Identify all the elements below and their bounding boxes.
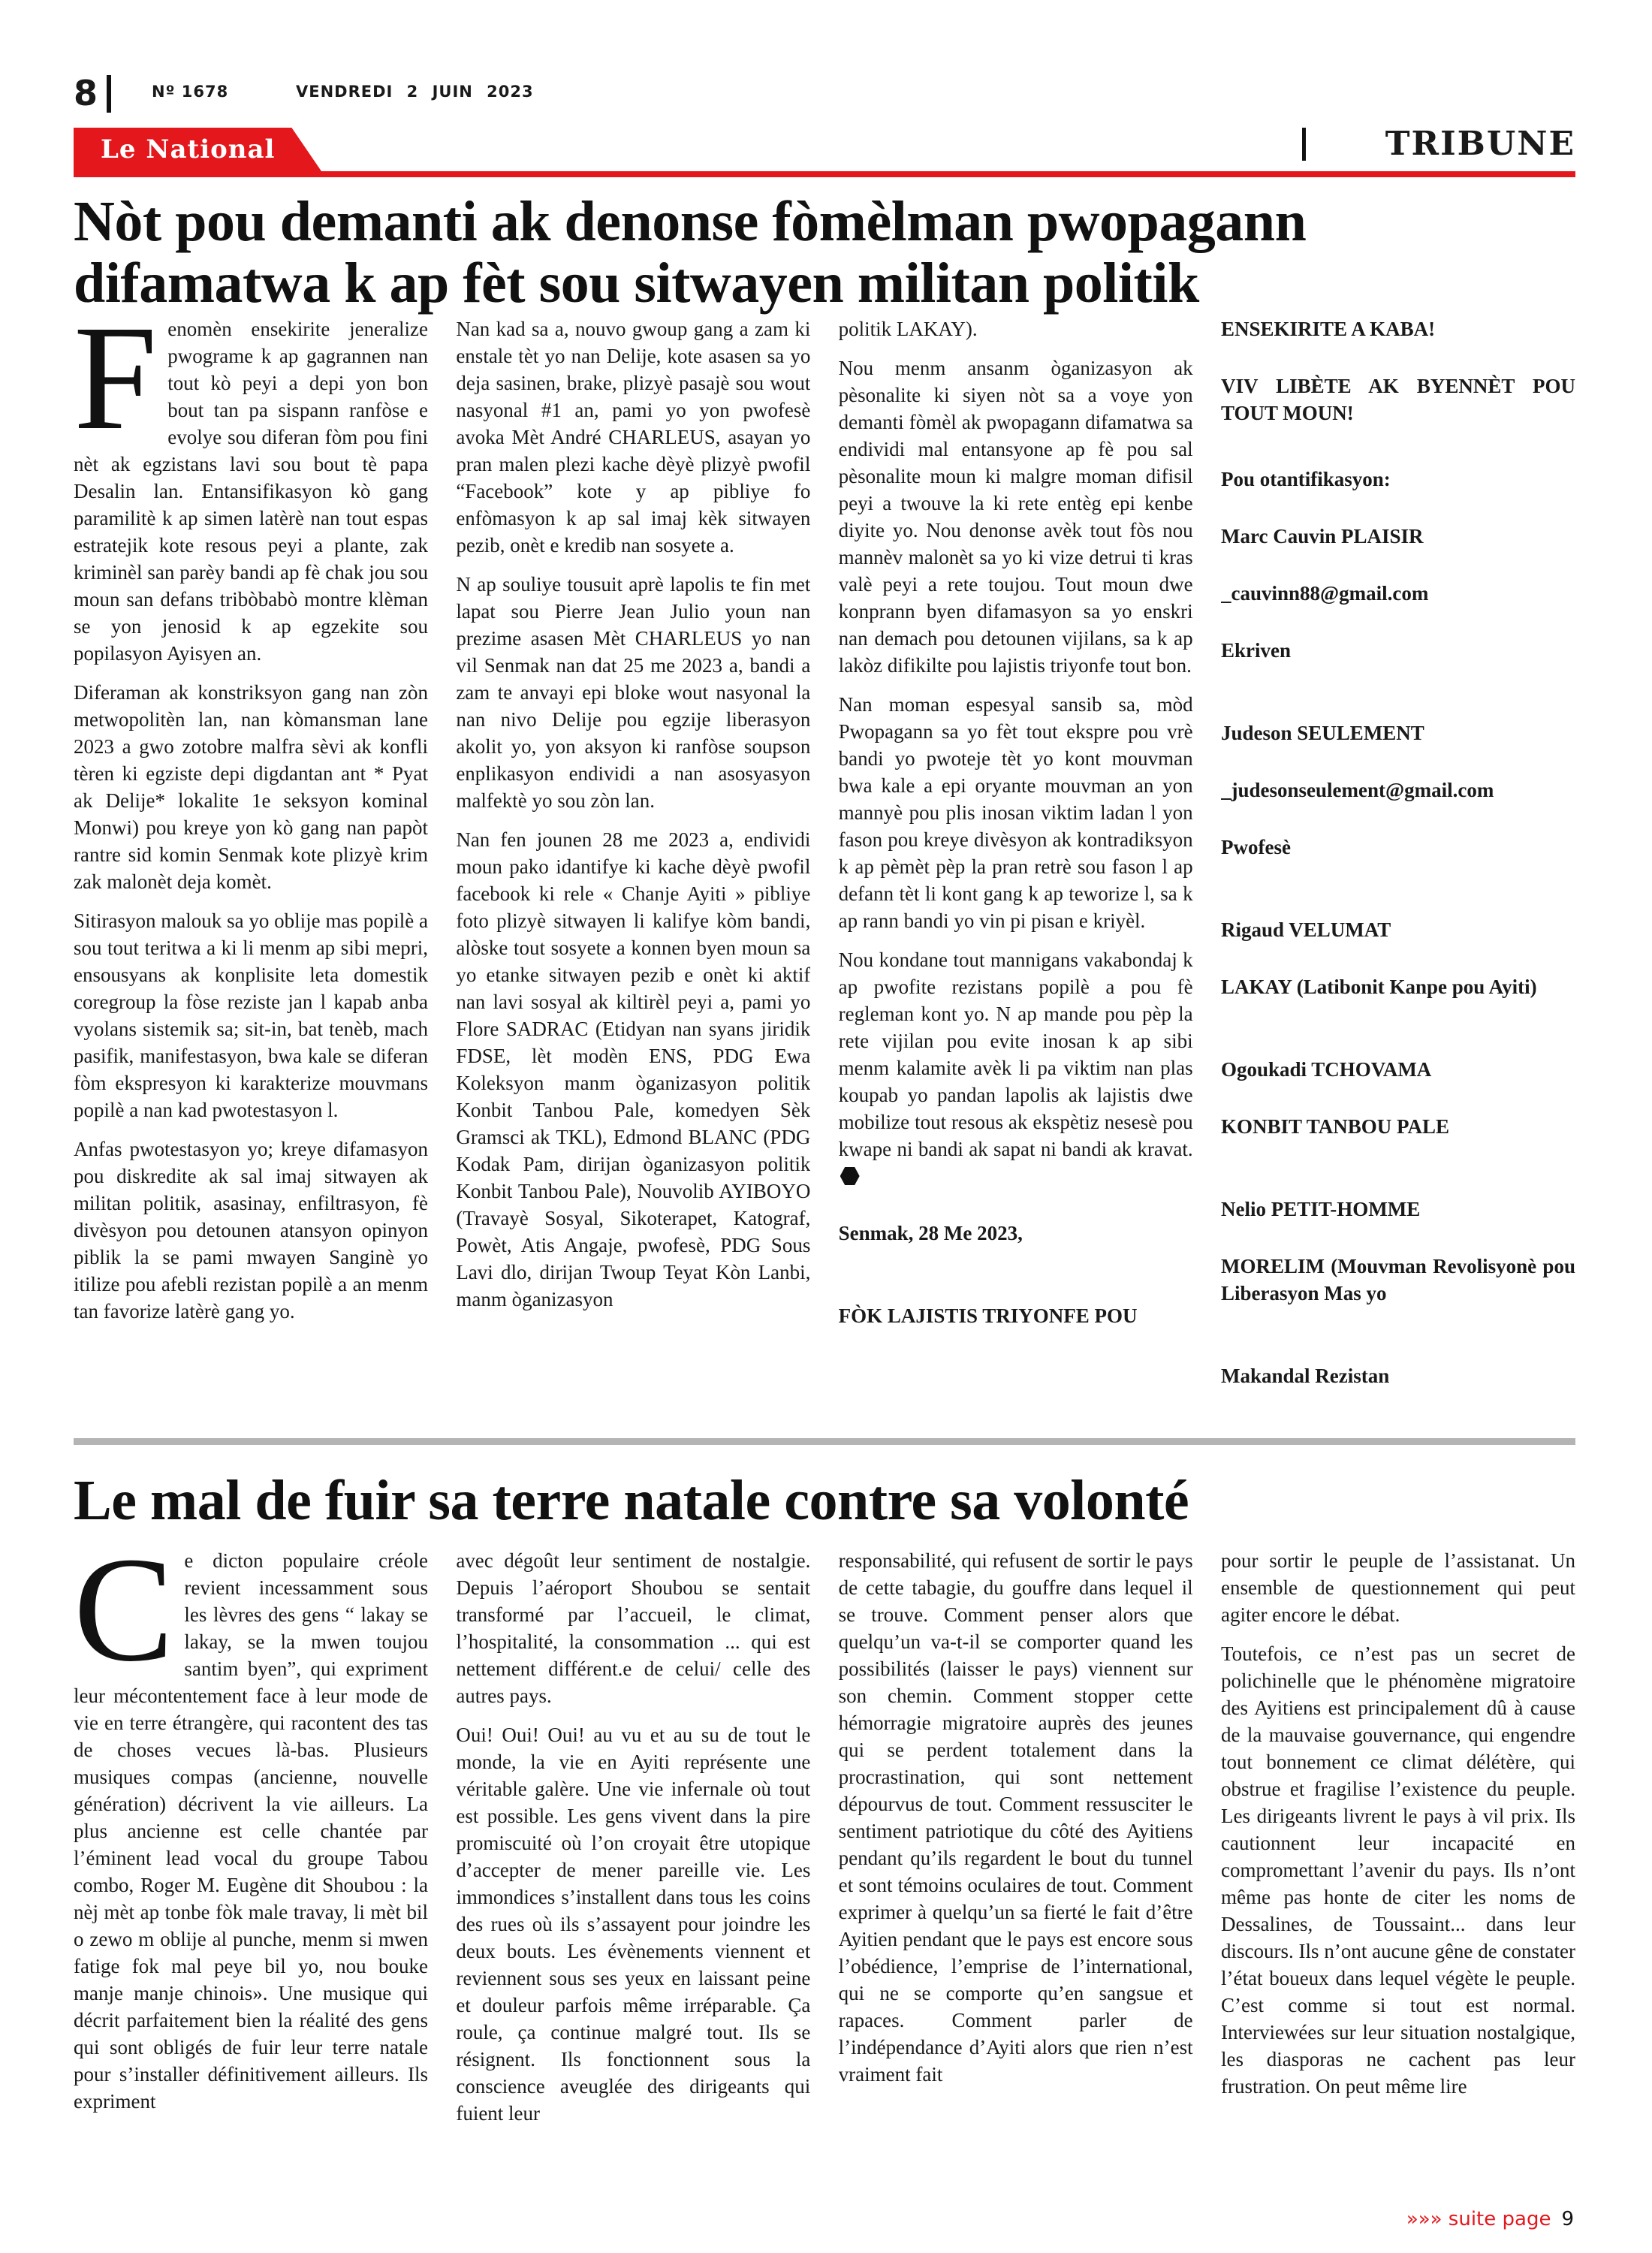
signatory-name: Makandal Rezistan: [1220, 1365, 1390, 1387]
article2-paragraph: pour sortir le peuple de l’assistanat. Un ensemble de questionnement qui peut agiter encore le débat.: [1220, 1549, 1575, 1626]
end-of-article-mark: [840, 1167, 860, 1185]
article2-body: [74, 1547, 1575, 2193]
brand-name: Le National: [101, 134, 276, 164]
continuation-link[interactable]: [1406, 2208, 1574, 2230]
signatory-role: Ekriven: [1220, 639, 1291, 662]
authentication-label: Pou otantifikasyon:: [1220, 468, 1391, 490]
section-name: TRIBUNE: [1385, 125, 1575, 163]
article1-paragraph: Sitirasyon malouk sa yo oblije mas popilè a sou tout teritwa a ki li menm ap sibi mepri, ensousyans ak konplisite leta domestik coregroup la fòse reziste jan l kapab anba vyolans sistemik sa; sit-in, bat tenèb, mach pasifik, manifestasyon, bwa kale se diferan fòm ekspresyon ki karakterize mouvmans popilè a nan kad pwotestasyon l.: [74, 909, 428, 1121]
article1-column-1: [74, 315, 428, 1419]
article-divider: [74, 1438, 1575, 1445]
article1-paragraph: N ap souliye tousuit aprè lapolis te fin met lapat sou Pierre Jean Julio youn nan prezime asasen Mèt CHARLEUS yo nan vil Senmak nan dat 25 me 2023 a, bandi a zam te anvayi epi bloke wout nasyonal la nan nivo Delije pou egzije liberasyon akolit yo, yon aksyon ki ranfòse soupson enplikasyon endividi a nan asosyasyon malfektè yo sou zòn lan.: [456, 573, 811, 812]
article1-body: [74, 315, 1575, 1419]
article1-paragraph: Nan kad sa a, nouvo gwoup gang a zam ki enstale tèt yo nan Delije, kote asasen sa yo deja sasinen, brake, plizyè pasajè sou wout nasyonal #1 an, pami yo yon pwofesè avoka Mèt André CHARLEUS, asayan yo pran malen plezi kache dèyè plizyè pwofil “Facebook” kote y ap pibliye fo enfòmasyon k ap sal imaj kèk sitwayen pezib, onèt e kredib nan sosyete a.: [456, 318, 811, 556]
masthead: [74, 72, 1575, 117]
article1-column-4: [1221, 315, 1575, 1419]
article2-column-4: [1221, 1547, 1575, 2193]
signatory-role: Pwofesè: [1220, 836, 1291, 858]
signatory-name: Nelio PETIT-HOMME: [1220, 1198, 1421, 1220]
article2-title: Le mal de fuir sa terre natale contre sa volonté: [74, 1469, 1189, 1532]
article2-paragraph: responsabilité, qui refusent de sortir le pays de cette tabagie, du gouffre dans lequel il se trouve. Comment penser alors que quelqu’un va-t-il se comporter quand les possibilités (laisser le pays) viennent sur son chemin. Comment stopper cette hémorragie migratoire auprès des jeunes qui se perdent totalement dans la procrastination, qui sont nettement dépourvus de tout. Comment ressusciter le sentiment patriotique du côté des Ayitiens pendant qu’ils regardent le bout du tunnel et sont témoins oculaires de tout. Comment exprimer à quelqu’un sa fierté le fait d’être Ayitien pendant que le pays est encore sous l’obédience, l’emprise de l’international, qui ne se comporte qu’en sangsue et rapaces. Comment parler de l’indépendance d’Ayiti alors que rien n’est vraiment fait: [838, 1549, 1193, 2086]
closing-slogan: ENSEKIRITE A KABA!: [1220, 318, 1436, 340]
article1-dropcap: F: [74, 315, 158, 461]
brand-band: [74, 125, 1575, 177]
article1-paragraph: Nan fen jounen 28 me 2023 a, endividi moun pako idantifye ki kache dèyè pwofil facebook ki rele « Chanje Ayiti » pibliye foto plizyè sitwayen li kalifye kòm bandi, alòske tout sosyete a konnen byen moun sa yo etanke sitwayen pezib e onèt ki aktif nan lavi sosyal ak kiltirèl peyi a, pami yo Flore SADRAC (Etidyan nan syans jiridik FDSE, lèt modèn ENS, PDG Ewa Koleksyon manm òganizasyon politik Konbit Tanbou Pale, komedyen Sèk Gramsci ak TKL), Edmond BLANC (PDG Kodak Pam, dirijan òganizasyon politik Konbit Tanbou Pale), Nouvolib AYIBOYO (Travayè Sosyal, Sikoterapet, Katograf, Powèt, Atis Angaje, pwofesè, PDG Sous Lavi dlo, dirijan Twoup Teyat Kòn Lanbi, manm òganizasyon: [456, 828, 811, 1310]
article1-column-3: [839, 315, 1193, 1419]
issue-date: VENDREDI 2 JUIN 2023: [296, 83, 534, 101]
issue-number: Nº 1678: [152, 83, 229, 101]
place-date: Senmak, 28 Me 2023,: [838, 1222, 1023, 1244]
signatory-name: Rigaud VELUMAT: [1220, 918, 1391, 941]
article2-dropcap: C: [74, 1547, 174, 1693]
article1-paragraph: Nan moman espesyal sansib sa, mòd Pwopagann sa yo fèt tout ekspre pou vrè bandi yo pwoteje tèt yo kont mouvman bwa kale a epi oryante mouvman an yon mannyè pou plis inosan viktim ladan l yon fason pou kreye divèsyon ak kontradiksyon k ap pèmèt pèp la pran retrè sou fason l ap defann tèt li kont gang k ap teworize l, sa k ap rann bandi yo vin pi pisan e kriyèl.: [838, 693, 1193, 932]
closing-slogan: VIV LIBÈTE AK BYENNÈT POU TOUT MOUN!: [1220, 375, 1575, 424]
section-divider: [1302, 128, 1306, 161]
signatory-organization: MORELIM (Mouvman Revolisyonè pou Liberasyon Mas yo: [1220, 1255, 1575, 1304]
signatory-organization: KONBIT TANBOU PALE: [1220, 1115, 1450, 1138]
signatory-email: _cauvinn88@gmail.com: [1220, 582, 1429, 605]
continuation-page: 9: [1561, 2208, 1574, 2230]
page-number: 8: [74, 73, 98, 113]
brand-rule: [74, 171, 1575, 177]
article1-paragraph: Diferaman ak konstriksyon gang nan zòn metwopolitèn lan, nan kòmansman lane 2023 a gwo zotobre malfra sèvi ak konfli tèren ki egziste depi digdantan ant * Pyat ak Delije* lokalite 1e seksyon kominal Monwi) pou kreye yon kò gang nan papòt rantre sid komin Senmak kote plizyè krim zak malonèt deja komèt.: [74, 681, 428, 893]
signatory-name: Ogoukadi TCHOVAMA: [1220, 1058, 1432, 1081]
article2-paragraph: Oui! Oui! Oui! au vu et au su de tout le monde, la vie en Ayiti représente une véritable galère. Une vie infernale où tout est possible. Les gens vivent dans la pire promiscuité où l’on croyait être utopique d’accepter de mener pareille vie. Les immondices s’installent dans tous les coins des rues où ils s’assayent pour joindre les deux bouts. Les évènements viennent et reviennent sous ses yeux en laissant peine et douleur parfois même irréparable. Ça roule, ça continue malgré tout. Ils se résignent. Ils fonctionnent sous la conscience aveuglée des dirigeants qui fuient leur: [456, 1724, 811, 2125]
signatory-email: _judesonseulement@gmail.com: [1220, 779, 1494, 801]
signatory-organization: LAKAY (Latibonit Kanpe pou Ayiti): [1220, 976, 1537, 998]
closing-slogan: FÒK LAJISTIS TRIYONFE POU: [838, 1304, 1138, 1327]
article2-paragraph: Toutefois, ce n’est pas un secret de polichinelle que le phénomène migratoire des Ayitiens est principalement dû à cause de la mauvaise gouvernance, qui engendre tout bonnement ce climat délétère, qui obstrue et fragilise l’existence du peuple. Les dirigeants livrent le pays à vil prix. Ils cautionnent leur incapacité en compromettant l’avenir du pays. Ils n’ont même pas honte de citer les noms de Dessalines, de Toussaint... dans leur discours. Ils n’ont aucune gêne de constater l’état boueux dans lequel végète le peuple. C’est comme si tout est normal. Interviewées sur leur situation nostalgique, les diasporas ne cachent pas leur frustration. On peut même lire: [1220, 1642, 1575, 2098]
article1-paragraph: Fenomèn ensekirite jeneralize pwograme k ap gagrannen nan tout kò peyi a depi yon bon bout tan pa sispann ranfòse e evolye sou diferan fòm pou fini nèt ak egzistans lavi sou bout tè papa Desalin lan. Entansifikasyon kò gang paramilitè k ap simen latèrè nan tout espas estratejik kote resous peyi a plante, zak kriminèl san parèy bandi ap fè chak jou sou moun san defans tribòbabò montre klèman se yon jenosid k ap egzekite sou popilasyon Ayisyen an.: [74, 315, 428, 665]
continuation-label: »»» suite page: [1406, 2208, 1551, 2230]
article2-column-2: [456, 1547, 810, 2193]
article1-title: Nòt pou demanti ak denonse fòmèlman pwopagann difamatwa k ap fèt sou sitwayen militan politik: [74, 190, 1307, 315]
article2-column-1: [74, 1547, 428, 2193]
article2-paragraph: Ce dicton populaire créole revient incessamment sous les lèvres des gens “ lakay se lakay, se la mwen toujou santim byen”, qui expriment leur mécontentement face à leur mode de vie en terre étrangère, qui racontent des tas de choses vecues là-bas. Plusieurs musiques compas (ancienne, nouvelle génération) décrivent la vie ailleurs. La plus ancienne est celle chantée par l’éminent lead vocal du groupe Tabou combo, Roger M. Eugène dit Shoubou : la nèj mèt ap tonbe fòk male travay, li mèt bil o zewo m oblije al punche, menm si mwen fatige fok mal peye bil yo, nou bouke manje manje chinois». Une musique qui décrit parfaitement bien la réalité des gens qui sont obligés de fuir leur terre natale pour s’installer définitivement ailleurs. Ils expriment: [74, 1547, 428, 2113]
article2-paragraph: avec dégoût leur sentiment de nostalgie. Depuis l’aéroport Shoubou se sentait transformé par l’accueil, le climat, l’hospitalité, la consommation ... qui est nettement différent.e de celui/ celle des autres pays.: [456, 1549, 811, 1707]
article1-paragraph: Anfas pwotestasyon yo; kreye difamasyon pou diskredite ak sal imaj sitwayen ak militan politik, asasinay, enfiltrasyon, fè divèsyon pou detounen atansyon opinyon piblik la se pami mwayen Sanginè yo itilize pou afebli rezistan popilè a an menm tan favorize latèrè gang yo.: [74, 1138, 428, 1323]
article1-paragraph: Nou kondane tout mannigans vakabondaj k ap pwofite rezistans popilè a pou fè regleman kont yo. N ap mande pou pèp la rete vijilan pou evite inosan k ap sibi menm kalamite avèk li pa viktim nan plas koupab yo pandan lapolis ak lajistis dwe mobilize tout resous ak ekspètiz nesesè pou kwape ni bandi ak sapat ni bandi ak kravat.: [839, 946, 1193, 1190]
article1-column-2: [456, 315, 810, 1419]
article1-paragraph: Nou menm ansanm òganizasyon ak pèsonalite ki siyen nòt sa a voye yon demanti fòmèl ak pwopagann difamatwa sa endividi mal entansyone ap fè pou sal pèsonalite moun ki malgre moman difisil peyi a twouve la ki rete entèg epi kenbe diyite yo. Nou denonse avèk tout fòs nou mannèv malonèt sa yo ki vize detrui ti kras valè peyi a rete toujou. Tout moun dwe konprann byen difamasyon sa yo enskri nan demach pou detounen vijilans, sa k ap lakòz difikilte pou lajistis triyonfe tout bon.: [838, 357, 1193, 677]
signatory-name: Marc Cauvin PLAISIR: [1220, 525, 1424, 547]
page-number-divider: [107, 75, 111, 113]
article1-paragraph: politik LAKAY).: [838, 318, 978, 340]
signatory-name: Judeson SEULEMENT: [1220, 722, 1424, 744]
article2-column-3: [839, 1547, 1193, 2193]
